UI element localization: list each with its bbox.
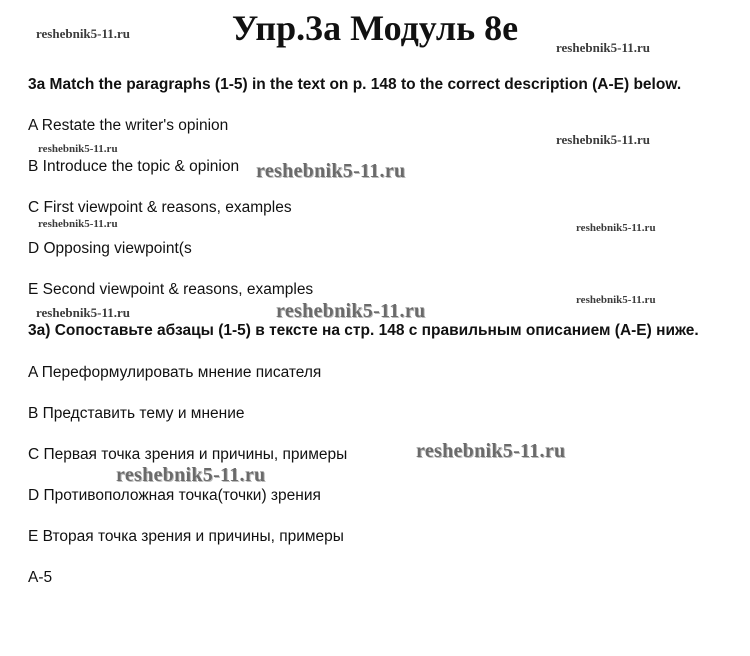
english-item-b: B Introduce the topic & opinion (28, 158, 240, 175)
russian-item-b: B Представить тему и мнение (28, 405, 245, 422)
english-instruction: 3a Match the paragraphs (1-5) in the text on p. 148 to the correct description (A-E) below. (28, 76, 682, 93)
watermark: reshebnik5-11.ru (576, 294, 656, 306)
english-item-a: A Restate the writer's opinion (28, 117, 229, 134)
russian-item-a: A Переформулировать мнение писателя (28, 364, 322, 381)
page-title: Упр.3а Модуль 8е (231, 8, 519, 48)
watermark: reshebnik5-11.ru (116, 464, 266, 486)
answer-text: A-5 (28, 569, 53, 586)
english-item-c: C First viewpoint & reasons, examples (28, 199, 292, 216)
watermark: reshebnik5-11.ru (36, 305, 131, 320)
watermark: reshebnik5-11.ru (256, 160, 406, 182)
watermark: reshebnik5-11.ru (556, 40, 651, 55)
watermark: reshebnik5-11.ru (556, 132, 651, 147)
watermark: reshebnik5-11.ru (576, 222, 656, 234)
watermark: reshebnik5-11.ru (416, 440, 566, 462)
watermark: reshebnik5-11.ru (276, 300, 426, 322)
russian-instruction: 3а) Сопоставьте абзацы (1-5) в тексте на стр. 148 с правильным описанием (A-E) ниже. (28, 322, 699, 339)
english-item-d: D Opposing viewpoint(s (28, 240, 192, 257)
watermark: reshebnik5-11.ru (38, 143, 118, 155)
english-item-e: E Second viewpoint & reasons, examples (28, 281, 314, 298)
russian-item-e: E Вторая точка зрения и причины, примеры (28, 528, 344, 545)
watermark: reshebnik5-11.ru (36, 26, 131, 41)
watermark: reshebnik5-11.ru (38, 218, 118, 230)
russian-item-c: C Первая точка зрения и причины, примеры (28, 446, 348, 463)
russian-item-d: D Противоположная точка(точки) зрения (28, 487, 321, 504)
